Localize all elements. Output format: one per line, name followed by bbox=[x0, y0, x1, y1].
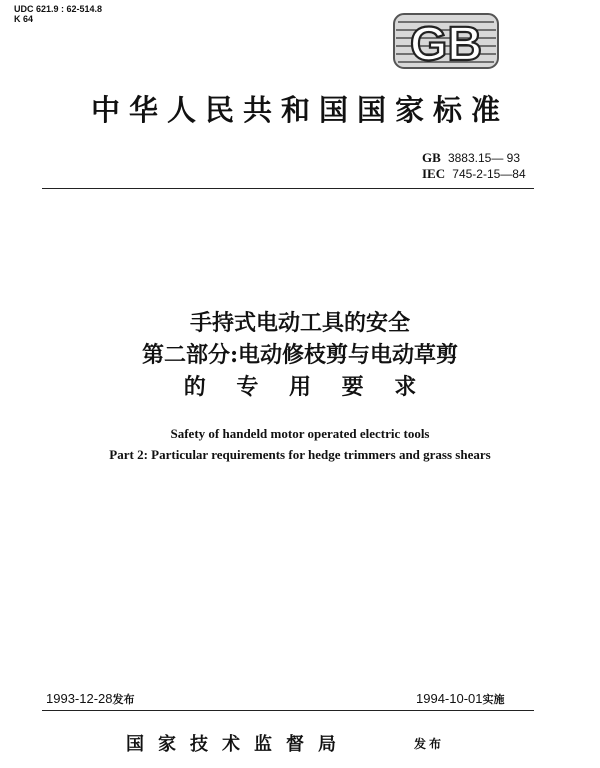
title-en-line2: Part 2: Particular requirements for hedge trimmers and grass shears bbox=[109, 447, 491, 462]
header-rule bbox=[42, 188, 534, 189]
issue-date bbox=[46, 691, 135, 707]
effective-date-value: 1994-10-01 bbox=[416, 691, 483, 706]
footer-rule bbox=[42, 710, 534, 711]
effective-date-suffix: 实施 bbox=[482, 693, 505, 706]
title-cn-line1: 手持式电动工具的安全 bbox=[189, 310, 410, 336]
issue-date-value: 1993-12-28 bbox=[46, 691, 113, 706]
issue-date-suffix: 发布 bbox=[112, 693, 135, 706]
issuing-label: 发布 bbox=[414, 737, 445, 751]
iec-number: 745-2-15—84 bbox=[452, 167, 526, 181]
iec-code: IEC 745-2-15—84 bbox=[422, 166, 526, 181]
gb-number: 3883.15— 93 bbox=[447, 151, 520, 165]
national-standard-heading: 中华人民共和国国家标准 bbox=[90, 93, 509, 127]
logo-text: GB bbox=[410, 18, 482, 70]
title-cn-line3: 的 专 用 要 求 bbox=[183, 374, 417, 400]
ccs-line: K 64 bbox=[14, 14, 34, 24]
standard-codes bbox=[422, 150, 526, 182]
udc-classification bbox=[14, 4, 102, 24]
gb-logo bbox=[392, 12, 500, 70]
gb-logo-icon bbox=[392, 12, 500, 70]
effective-date bbox=[416, 691, 505, 707]
udc-line: UDC 621.9 : 62-514.8 bbox=[14, 4, 103, 14]
gb-code: GB 3883.15— 93 bbox=[422, 150, 520, 165]
title-en-line1: Safety of handeld motor operated electric tools bbox=[170, 426, 430, 441]
title-cn-line2: 第二部分:电动修枝剪与电动草剪 bbox=[141, 342, 459, 368]
issuing-authority: 国家技术监督局 bbox=[126, 734, 350, 755]
